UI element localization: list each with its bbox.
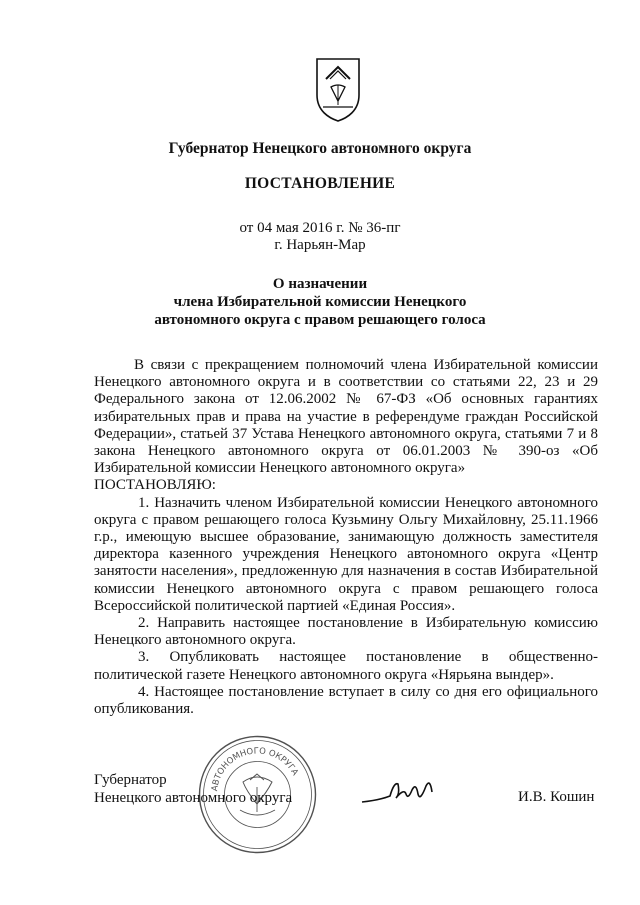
signatory-title — [94, 771, 292, 807]
date-number-line: от 04 мая 2016 г. № 36-пг — [239, 220, 401, 236]
issuer-heading: Губернатор Ненецкого автономного округа — [168, 140, 472, 157]
coat-of-arms-icon — [313, 55, 363, 123]
svg-text:АВТОНОМНОГО ОКРУГА: АВТОНОМНОГО ОКРУГА — [210, 746, 300, 792]
document-body — [94, 357, 598, 718]
title-line: О назначении — [272, 276, 368, 292]
place-line: г. Нарьян-Мар — [274, 237, 366, 253]
preamble-paragraph: В связи с прекращением полномочий члена Избирательной комиссии Ненецкого автономного округа и в соответствии со статьями 22, 23 и 29 Федерального закона от 12.06.2002 № 67-ФЗ «Об основных гарантиях избирательных прав и права на участие в референдуме граждан Российской Федерации», статьей 37 Устава Ненецкого автономного округа, статьями 7 и 8 закона Ненецкого автономного округа от 06.01.2003 № 390-оз «Об Избирательной комиссии Ненецкого автономного округа» — [94, 357, 598, 477]
body-item: 3. Опубликовать настоящее постановление в общественно-политической газете Ненецкого автономного округа «Нярьяна вындер». — [94, 649, 598, 683]
body-item: 1. Назначить членом Избирательной комиссии Ненецкого автономного округа с правом решающего голоса Кузьмину Ольгу Михайловну, 25.11.1966 г.р., имеющую высшее образование, занимающую должность заместителя директора казенного учреждения Ненецкого автономного округа «Центр занятости населения», предложенную для назначения в состав Избирательной комиссии Ненецкого автономного округа с правом решающего голоса Всероссийской политической партией «Единая Россия». — [94, 494, 598, 614]
body-item: 4. Настоящее постановление вступает в силу со дня его официального опубликования. — [94, 683, 598, 718]
title-line: автономного округа с правом решающего голоса — [154, 312, 486, 328]
resolve-line: ПОСТАНОВЛЯЮ: — [94, 477, 216, 494]
signatory-title-line: Ненецкого автономного округа — [94, 790, 293, 806]
signatory-name: И.В. Кошин — [518, 789, 595, 805]
title-line: члена Избирательной комиссии Ненецкого — [173, 294, 467, 310]
document-title — [0, 275, 640, 329]
body-item: 2. Направить настоящее постановление в Избирательную комиссию Ненецкого автономного округа. — [94, 615, 598, 649]
handwritten-signature-icon — [360, 772, 440, 812]
signatory-title-line: Губернатор — [94, 772, 167, 788]
document-type: ПОСТАНОВЛЕНИЕ — [244, 175, 396, 192]
